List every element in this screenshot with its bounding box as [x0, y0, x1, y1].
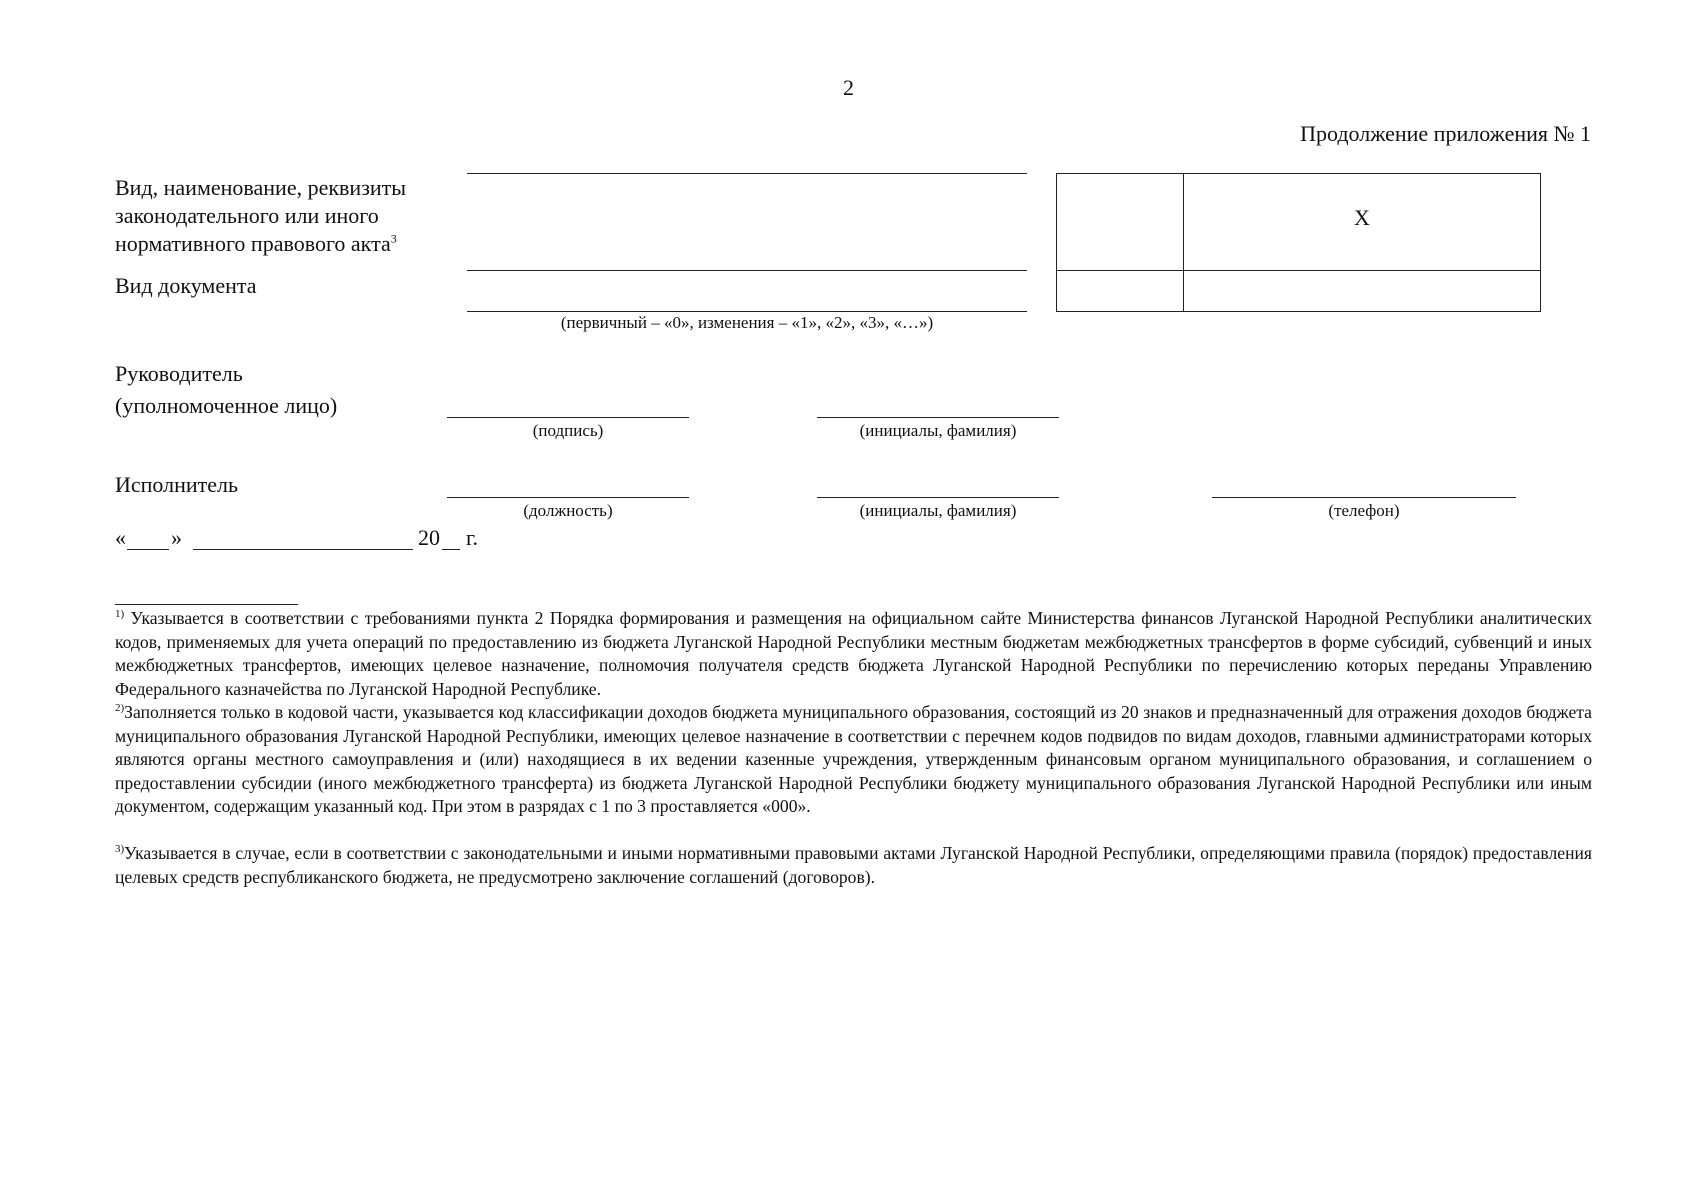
date-month-blank[interactable]: [193, 549, 413, 550]
executor-position-line[interactable]: [447, 497, 689, 498]
act-label-line-1: Вид, наименование, реквизиты: [115, 175, 407, 200]
date-year-blank[interactable]: [442, 549, 460, 550]
head-label-line-2: (уполномоченное лицо): [115, 393, 338, 418]
footnote-1-mark: 1): [115, 608, 125, 621]
code-cell-2: [1183, 173, 1541, 271]
date-line: [115, 524, 515, 554]
executor-name-line[interactable]: [817, 497, 1059, 498]
footnote-2-text: Заполняется только в кодовой части, указывается код классификации доходов бюджета муниципального образования, состоящий из 20 знаков и предназначенный для отражения доходов бюджета муниципального образования Луганской Народной Республики, имеющих целевое назначение в соответствии с перечнем кодов подвидов по видам доходов, главными администраторами которых являются органы местного самоуправления и (или) находящиеся в их ведении казенные учреждения, утвержденным финансовым органом муниципального образования, и соглашением о предоставлении субсидии (иного межбюджетного трансферта) из бюджета Луганской Народной Республики бюджету муниципального образования Луганской Народной Республики или иным документом, содержащим указанный код. При этом в разрядах с 1 по 3 проставляется «000».: [115, 702, 1592, 816]
footnote-3-text: Указывается в случае, если в соответствии с законодательными и иными нормативными правовыми актами Луганской Народной Республики, определяющими правила (порядок) предоставления целевых средств республиканского бюджета, не предусмотрено заключение соглашений (договоров).: [115, 843, 1592, 887]
code-cell-1[interactable]: [1056, 173, 1184, 271]
executor-phone-caption: (телефон): [1328, 501, 1400, 520]
head-label-line-1: Руководитель: [115, 361, 243, 386]
doc-type-field-line[interactable]: [467, 311, 1027, 312]
head-signature-line[interactable]: [447, 417, 689, 418]
act-label-line-3-text: нормативного правового акта: [115, 231, 391, 256]
code-cell-3[interactable]: [1056, 270, 1184, 312]
act-label: [115, 174, 406, 258]
date-day-blank[interactable]: [127, 549, 169, 550]
code-cell-x: X: [1354, 205, 1370, 230]
executor-label: Исполнитель: [115, 472, 239, 497]
date-year-suffix: г.: [466, 525, 479, 550]
date-open-quote: «: [115, 525, 126, 550]
act-label-line-3: [115, 230, 406, 258]
footnote-1-text: Указывается в соответствии с требованиями пункта 2 Порядка формирования и размещения на официальном сайте Министерства финансов Луганской Народной Республики аналитических кодов, применяемых для учета операций по предоставлению из бюджета Луганской Народной Республики местным бюджетам межбюджетных трансфертов в форме субсидий, субвенций и иных межбюджетных трансфертов, имеющих целевое назначение, полномочия получателя средств бюджета Луганской Народной Республики по перечислению которых переданы Управлению Федерального казначейства по Луганской Народной Республике.: [115, 608, 1592, 699]
doc-type-label: Вид документа: [115, 273, 257, 298]
date-year-prefix: 20: [418, 525, 440, 550]
executor-phone-line[interactable]: [1212, 497, 1516, 498]
footnote-separator: [115, 604, 298, 605]
appendix-heading: Продолжение приложения № 1: [1300, 121, 1591, 146]
act-field-line[interactable]: [467, 270, 1027, 271]
act-footnote-mark: 3: [390, 231, 397, 246]
executor-position-caption: (должность): [523, 501, 613, 520]
footnote-2: [115, 701, 1592, 819]
footnote-1: [115, 607, 1592, 701]
act-label-line-2: законодательного или иного: [115, 203, 379, 228]
head-name-caption: (инициалы, фамилия): [859, 421, 1017, 440]
date-close-quote: »: [171, 525, 182, 550]
head-label: [115, 360, 337, 420]
head-signature-caption: (подпись): [532, 421, 604, 440]
head-name-line[interactable]: [817, 417, 1059, 418]
code-cell-4[interactable]: [1183, 270, 1541, 312]
page-number: 2: [843, 75, 854, 100]
footnote-3: [115, 842, 1592, 889]
executor-name-caption: (инициалы, фамилия): [859, 501, 1017, 520]
footnote-3-mark: 3): [115, 843, 125, 856]
act-field-top-line[interactable]: [467, 173, 1027, 174]
doc-type-hint: (первичный – «0», изменения – «1», «2», «3», «…»): [560, 313, 934, 332]
footnote-2-mark: 2): [115, 702, 125, 715]
